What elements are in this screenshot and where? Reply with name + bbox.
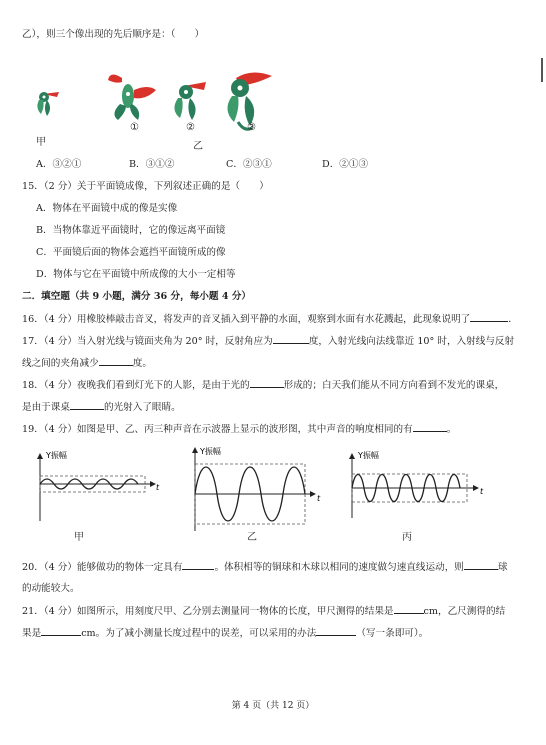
q21-line1 [22,604,505,618]
q19-text [22,422,456,436]
q17-blank-1 [273,334,309,344]
waveform-caption-jia: 甲 [74,532,84,543]
q17-blank-2 [99,356,133,366]
waveform-bing-taxis: t [480,487,484,496]
fig-label-yi: 乙 [193,141,203,152]
q17-part-a: 17．（4 分）当入射光线与镜面夹角为 20° 时，反射角应为 [22,336,273,347]
toucan-3-image [227,72,272,129]
q16-part-a: 16．（4 分）用橡胶棒敲击音叉，将发声的音叉插入到平静的水面，观察到水面有水花溅起，此现象说明了 [22,314,471,325]
q14-option-c: C．②③① [226,159,272,170]
q15-option-d: D．物体与它在平面镜中所成像的大小一定相等 [36,269,236,280]
q14-option-d: D．②①③ [322,159,369,170]
q21-part-c: 果是 [22,628,42,639]
q19-blank [413,422,447,432]
q20-part-d: 的动能较大。 [22,583,80,594]
waveform-yi-yaxis: Y振幅 [200,447,221,456]
q20-line2 [22,582,80,595]
q20-blank-1 [182,560,214,570]
waveform-figure [30,446,490,536]
q20-part-a: 20．（4 分）能够做功的物体一定具有 [22,562,183,573]
q18-line2 [22,400,181,414]
q15-option-c: C．平面镜后面的物体会遮挡平面镜所成的像 [36,247,226,258]
q21-blank-1 [394,604,424,614]
page-edge-mark [541,58,543,82]
q17-part-d: 度。 [132,358,152,369]
q20-line1 [22,560,508,574]
q21-part-e: （写一条即可）。 [356,628,429,639]
waveform-bing [352,450,484,518]
q15-option-b: B．当物体靠近平面镜时，它的像远离平面镜 [36,225,226,236]
q20-blank-2 [464,560,498,570]
waveform-jia-taxis: t [156,483,160,492]
q21-part-a: 21．（4 分）如图所示，用刻度尺甲、乙分别去测量同一物体的长度，甲尺测得的结果是 [22,606,394,617]
q21-line2 [22,626,428,640]
toucan-2-image [174,82,206,120]
q18-part-b: 形成的；白天我们能从不同方向看到不发光的课桌， [283,380,505,391]
q18-line1 [22,378,504,392]
q19-part-a: 19．（4 分）如图是甲、乙、丙三种声音在示波器上显示的波形图，其中声音的响度相同的有 [22,424,413,435]
q20-part-b: 。体积相等的铜球和木球以相同的速度做匀速直线运动，则 [214,562,464,573]
q14-option-a: A．③②① [36,159,82,170]
q18-blank-2 [70,400,104,410]
q20-part-c: 球 [497,562,508,573]
fig-label-jia: 甲 [36,137,46,148]
q18-blank-1 [250,378,284,388]
toucan-figure [30,70,280,150]
q21-blank-3 [316,626,356,636]
fig-label-3: ③ [247,122,256,133]
q16-text [22,312,518,326]
q21-part-b: cm，乙尺测得的结 [423,606,506,617]
q17-line2 [22,356,152,370]
waveform-jia-yaxis: Y振幅 [46,451,67,460]
waveform-caption-bing: 丙 [402,532,412,543]
q18-part-a: 18．（4 分）夜晚我们看到灯光下的人影，是由于光的 [22,380,250,391]
q16-part-b: ． [508,314,518,325]
fig-label-1: ① [130,122,139,133]
q14-option-b: B．③①② [129,159,175,170]
q17-part-b: 度，入射光线向法线靠近 10° 时，入射线与反射 [308,336,515,347]
toucan-1-image [108,74,156,120]
page-footer: 第 4 页（共 12 页） [231,701,315,711]
q18-part-d: 的光射入了眼睛。 [103,402,181,413]
fig-label-2: ② [186,122,195,133]
q17-line1 [22,334,514,348]
q19-part-b: 。 [446,424,457,435]
waveform-yi [195,446,321,531]
waveform-yi-taxis: t [317,494,321,503]
q18-part-c: 是由于课桌 [22,402,70,413]
waveform-bing-yaxis: Y振幅 [358,451,379,460]
q17-part-c: 线之间的夹角减少 [22,358,99,369]
q21-part-d: cm。为了减小测量长度过程中的误差，可以采用的办法 [81,628,317,639]
toucan-jia-image [37,92,59,116]
q15-stem: 15．（2 分）关于平面镜成像，下列叙述正确的是（ ） [22,181,269,192]
q14-stem-tail: 乙），则三个像出现的先后顺序是：（ ） [22,29,205,40]
q16-blank [470,312,508,322]
q15-option-a: A．物体在平面镜中成的像是实像 [36,203,178,214]
q21-blank-2 [41,626,81,636]
waveform-jia [40,450,160,521]
section-heading: 二．填空题（共 9 小题，满分 36 分，每小题 4 分） [22,291,252,302]
waveform-caption-yi: 乙 [247,532,257,543]
